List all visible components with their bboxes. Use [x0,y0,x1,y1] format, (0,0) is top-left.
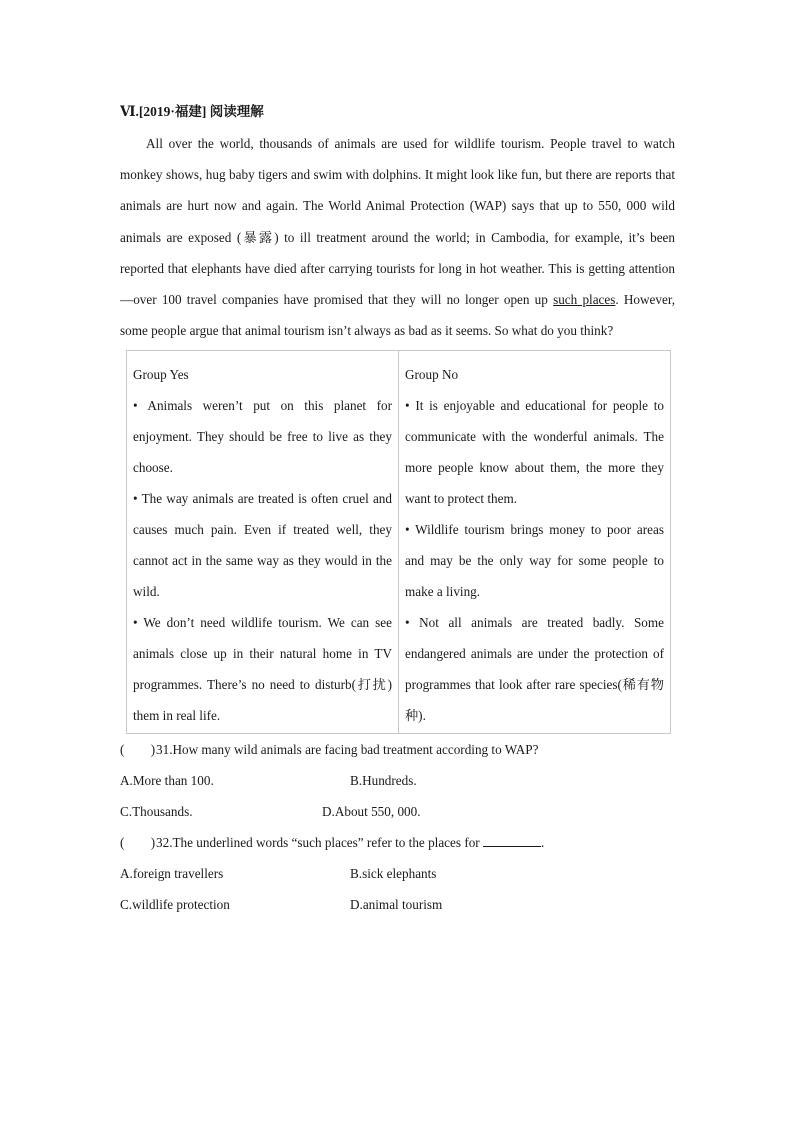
question-stem: 31.How many wild animals are facing bad treatment according to WAP? [156,742,539,758]
question-stem: 32.The underlined words “such places” refer to the places for [156,835,480,851]
group-no-title: Group No [405,367,459,383]
group-no-column [399,351,671,734]
reading-passage [120,128,675,346]
option-d[interactable]: D.animal tourism [350,897,443,913]
group-yes-point: • Animals weren’t put on this planet for enjoyment. They should be free to live as they choose. [133,398,392,476]
group-yes-point: • We don’t need wildlife tourism. We can see animals close up in their natural home in TV programmes. There’s no need to disturb(打扰) them in real life. [133,615,392,724]
question-31 [120,734,675,827]
option-a[interactable]: A.foreign travellers [120,866,224,882]
passage-text-part2: . However, some people argue that animal tourism isn’t always as bad as it seems. So what do you think? [120,292,676,339]
group-yes-title: Group Yes [133,367,189,383]
underlined-phrase: such places [553,292,616,308]
section-heading: Ⅵ.[2019·福建] 阅读理解 [120,104,264,119]
group-no-point: • Wildlife tourism brings money to poor areas and may be the only way for some people to make a living. [405,522,664,600]
option-b[interactable]: B.sick elephants [350,866,437,882]
option-c[interactable]: C.Thousands. [120,804,193,820]
document-page [120,100,675,920]
opinion-table [126,350,671,734]
option-b[interactable]: B.Hundreds. [350,773,417,789]
option-d[interactable]: D.About 550, 000. [322,804,421,820]
stem-end: . [541,835,545,851]
option-a[interactable]: A.More than 100. [120,773,214,789]
group-yes-point: • The way animals are treated is often cruel and causes much pain. Even if treated well, they cannot act in the same way as they would in the wild. [133,491,392,600]
answer-paren[interactable]: ( ) [120,835,156,851]
answer-blank[interactable] [483,833,541,847]
answer-paren[interactable]: ( ) [120,742,156,758]
group-no-point: • Not all animals are treated badly. Some endangered animals are under the protection of programmes that look after rare species(稀有物种). [405,615,664,724]
option-c[interactable]: C.wildlife protection [120,897,230,913]
group-yes-column [127,351,399,734]
question-32 [120,827,675,920]
group-no-point: • It is enjoyable and educational for people to communicate with the wonderful animals. The more people know about them, the more they want to protect them. [405,398,664,507]
passage-text-part1: All over the world, thousands of animals are used for wildlife tourism. People travel to watch monkey shows, hug baby tigers and swim with dolphins. It might look like fun, but there are reports that animals are hurt now and again. The World Animal Protection (WAP) says that up to 550, 000 wild animals are exposed (暴露) to ill treatment around the world; in Cambodia, for example, it’s been reported that elephants have died after carrying tourists for long in hot weather. This is getting attention—over 100 travel companies have promised that they will no longer open up [120,136,675,308]
